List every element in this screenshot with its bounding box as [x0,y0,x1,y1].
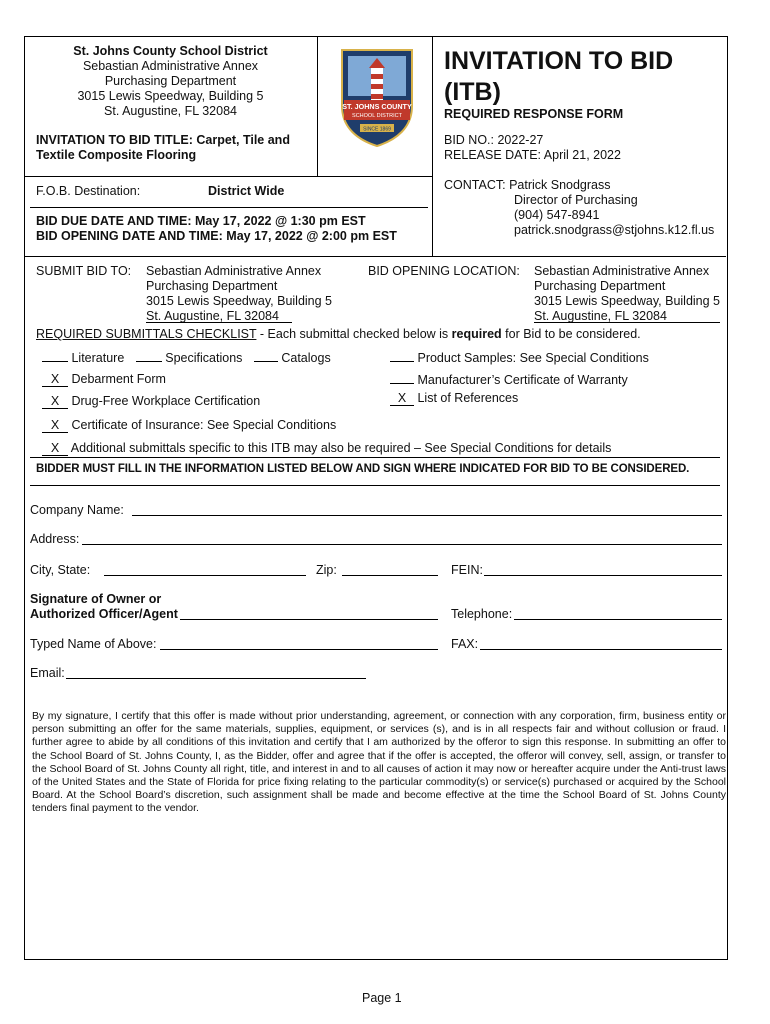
zip-field[interactable] [342,575,438,576]
form-frame [24,36,728,960]
fob-value: District Wide [208,184,285,198]
company-name-field[interactable] [132,515,722,516]
contact-phone: (904) 547-8941 [514,208,600,222]
check-mark: X [50,418,60,432]
signature-label-line2: Authorized Officer/Agent [30,607,178,621]
drug-free-label: Drug-Free Workplace Certification [71,394,261,408]
header-divider-left [317,36,318,176]
header-divider-right [432,36,433,256]
address-field[interactable] [82,544,722,545]
additional-label: Additional submittals specific to this ITB may also be required – See Special Conditions for details [70,441,612,455]
bidder-notice: BIDDER MUST FILL IN THE INFORMATION LISTED BELOW AND SIGN WHERE INDICATED FOR BID TO BE CONSIDERED. [36,463,690,475]
itb-title [36,133,290,163]
checklist-heading-bold: required [451,327,502,341]
fax-field[interactable] [480,649,722,650]
typed-name-field[interactable] [160,649,438,650]
insurance-checkbox[interactable] [42,418,68,433]
signature-label-line1: Signature of Owner or [30,592,162,606]
typed-name-label: Typed Name of Above: [30,637,157,651]
catalogs-label: Catalogs [281,351,331,365]
catalogs-checkbox[interactable] [254,350,278,362]
check-row-manufacturer [390,372,628,387]
submit-rule-right [534,322,720,323]
itb-title-line2: Textile Composite Flooring [36,148,197,162]
literature-label: Literature [71,351,125,365]
district-logo [338,44,416,148]
email-label: Email: [30,666,65,680]
opening-location-address [534,264,720,324]
check-row-references [390,391,518,406]
fein-field[interactable] [484,575,722,576]
debarment-label: Debarment Form [71,372,166,386]
fob-bottom-rule [30,207,428,208]
email-field[interactable] [66,678,366,679]
contact-email: patrick.snodgrass@stjohns.k12.fl.us [514,223,715,237]
release-date: RELEASE DATE: April 21, 2022 [444,148,621,162]
literature-checkbox[interactable] [42,350,68,362]
check-mark: X [50,441,60,455]
manufacturer-checkbox[interactable] [390,372,414,384]
fein-label: FEIN: [451,563,483,577]
check-row-insurance [42,418,336,433]
fob-top-rule [24,176,432,177]
submit-line: Sebastian Administrative Annex [146,264,322,278]
contact-name: Patrick Snodgrass [509,178,611,192]
submit-line: St. Augustine, FL 32084 [146,309,279,323]
itb-title-line1: INVITATION TO BID TITLE: Carpet, Tile and [36,133,290,147]
submit-line: Purchasing Department [146,279,278,293]
check-row-debarment [42,372,166,387]
submit-label: SUBMIT BID TO: [36,264,132,278]
bid-info [444,133,621,163]
district-address [24,44,317,119]
specifications-checkbox[interactable] [136,350,162,362]
debarment-checkbox[interactable] [42,372,68,387]
telephone-label: Telephone: [451,607,513,621]
itb-heading-line1: INVITATION TO BID [444,47,674,75]
opening-line: Purchasing Department [534,279,666,293]
city-state-field[interactable] [104,575,306,576]
opening-location-label: BID OPENING LOCATION: [368,264,520,278]
check-mark: X [50,372,60,386]
district-dept: Purchasing Department [104,74,237,88]
checklist-heading-end: for Bid to be considered. [501,327,641,341]
contact-title: Director of Purchasing [514,193,638,207]
check-mark: X [397,391,407,405]
notice-bottom-rule [30,485,720,486]
references-checkbox[interactable] [390,391,414,406]
bid-opening-date: BID OPENING DATE AND TIME: May 17, 2022 @ 2:00 pm EST [36,229,397,243]
contact-label: CONTACT: [444,178,506,192]
submit-rule-left [146,322,292,323]
manufacturer-label: Manufacturer’s Certificate of Warranty [417,373,628,387]
check-row-drugfree [42,394,260,409]
checklist-heading-title: REQUIRED SUBMITTALS CHECKLIST [36,327,257,341]
itb-heading-line2: (ITB) [444,78,501,106]
product-samples-checkbox[interactable] [390,350,414,362]
signature-field[interactable] [180,619,438,620]
check-row-additional [42,441,611,456]
zip-label: Zip: [316,563,337,577]
check-row-samples [390,350,649,365]
itb-heading [444,46,673,108]
certification-text: By my signature, I certify that this offer is made without prior understanding, agreement, or connection with any corporation, firm, business entity or person submitting an offer for the same materials, supplies, equipment, or services (s), and is in all respects fair and without collusion or fraud. I further agree to abide by all conditions of this invitation and certify that I am authorized by the offeror to sign this response. In submitting an offer to the School Board of St. Johns County, I, as the Bidder, offer and agree that if the offer is accepted, the offeror will convey, sell, assign, or transfer to the School Board of St. Johns County all right, title, and interest in and to all causes of action it may now or hereafter acquire under the Anti-trust laws of the United States and the State of Florida for price fixing relating to the particular commodity(s) or service(s) purchased or acquired by the School Board. At the School Board’s discretion, such assignment shall be made and become effective at the time the School Board of St. Johns County tenders final payment to the vendor. [32,710,726,815]
contact-block [444,178,714,238]
references-label: List of References [417,391,519,405]
specifications-label: Specifications [165,351,243,365]
logo-line2: SCHOOL DISTRICT [352,113,402,119]
opening-line: St. Augustine, FL 32084 [534,309,667,323]
due-dates [36,214,397,244]
city-state-label: City, State: [30,563,91,577]
logo-line1: ST. JOHNS COUNTY [342,102,412,111]
drug-free-checkbox[interactable] [42,394,68,409]
opening-line: 3015 Lewis Speedway, Building 5 [534,294,721,308]
district-city: St. Augustine, FL 32084 [104,104,237,118]
checklist-heading-text: - Each submittal checked below is [256,327,452,341]
checklist-heading [36,327,641,341]
bid-number: BID NO.: 2022-27 [444,133,544,147]
header-bottom-rule [24,256,726,257]
logo-since: SINCE 1869 [363,126,391,133]
check-row-1 [42,350,331,365]
bid-due-date: BID DUE DATE AND TIME: May 17, 2022 @ 1:30 pm EST [36,214,366,228]
submit-line: 3015 Lewis Speedway, Building 5 [146,294,333,308]
required-response-form: REQUIRED RESPONSE FORM [444,107,624,121]
address-label: Address: [30,532,80,546]
page-number: Page 1 [362,991,402,1005]
signature-label [30,592,178,622]
opening-line: Sebastian Administrative Annex [534,264,710,278]
telephone-field[interactable] [514,619,722,620]
fax-label: FAX: [451,637,479,651]
additional-checkbox[interactable] [42,441,68,456]
insurance-label: Certificate of Insurance: See Special Conditions [71,418,337,432]
product-samples-label: Product Samples: See Special Conditions [417,351,649,365]
fob-label: F.O.B. Destination: [36,184,141,198]
district-annex: Sebastian Administrative Annex [82,59,259,73]
check-mark: X [50,394,60,408]
company-name-label: Company Name: [30,503,124,517]
notice-top-rule [30,457,720,458]
submit-address [146,264,332,324]
district-street: 3015 Lewis Speedway, Building 5 [77,89,264,103]
district-name: St. Johns County School District [73,44,268,58]
